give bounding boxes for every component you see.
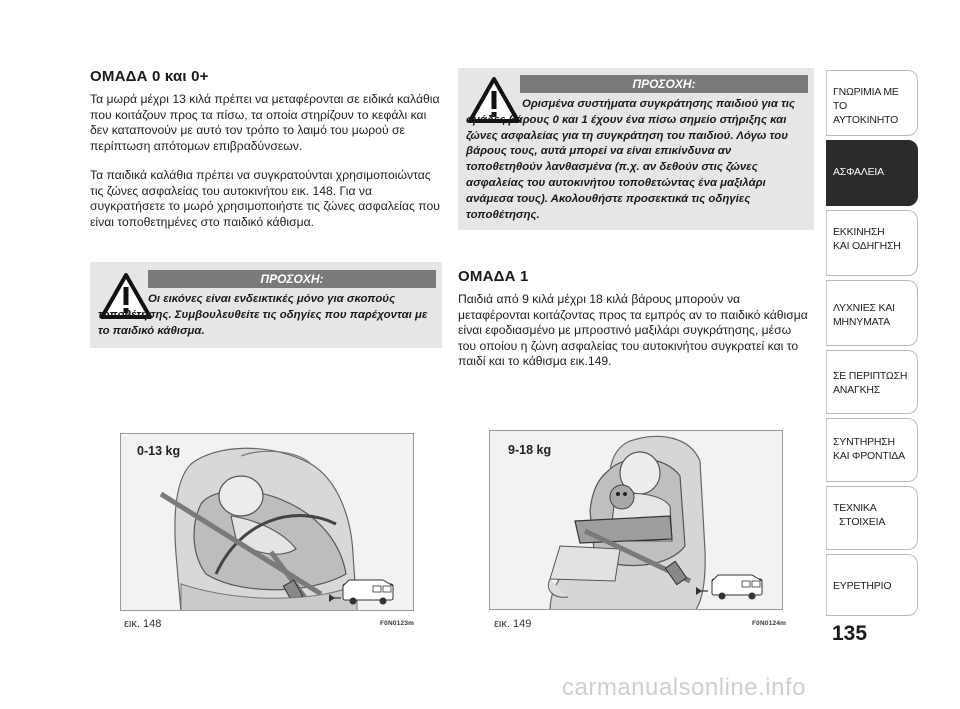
figure-148-code: F0N0123m xyxy=(380,620,415,627)
tab-label-line1: ΛΥΧΝΙΕΣ ΚΑΙ xyxy=(833,302,895,314)
van-icon xyxy=(712,575,762,600)
tab-label-line2: ΣΤΟΙΧΕΙΑ xyxy=(839,516,886,528)
tab-label-line2: ΑΝΑΓΚΗΣ xyxy=(833,384,881,396)
tab-safety[interactable] xyxy=(826,140,918,206)
tab-label-line2: ΜΗΝΥΜΑΤΑ xyxy=(833,316,890,328)
van-icon xyxy=(343,580,393,605)
tab-technical-data[interactable] xyxy=(826,486,918,550)
tab-starting-driving[interactable] xyxy=(826,210,918,276)
warning-header-right: ΠΡΟΣΟΧΗ: xyxy=(520,75,808,93)
figure-149-frame xyxy=(489,430,783,610)
paragraph-group-0-intro: Τα μωρά μέχρι 13 κιλά πρέπει να μεταφέρονται σε ειδικά καλάθια που κοιτάζουν προς τα πίσω, τα οποία στηρίζουν το κεφάλι και δεν καταπονούν με αυτό τον τρόπο το λαιμό του μωρού σε περίπτωση απότομων επιβραδύνσεων. xyxy=(90,92,440,153)
figure-148-frame xyxy=(120,433,414,611)
warning-box-right xyxy=(458,68,814,230)
watermark: carmanualsonline.info xyxy=(562,674,806,701)
tab-index[interactable] xyxy=(826,554,918,616)
figure-149-caption: εικ. 149 xyxy=(494,618,532,630)
figure-148-weight-label: 0-13 kg xyxy=(137,444,181,458)
warning-text-right: Ορισμένα συστήματα συγκράτησης παιδιού για τις ομάδες βάρους 0 και 1 έχουν ένα πίσω σημείο στήριξης και ζώνες ασφαλείας για τη συγκράτηση του παιδιού. Λόγω του βάρους τους, αυτά μπορεί να είναι επικίνδυνα αν τοποθετηθούν λανθασμένα (π.χ. αν δεθούν στις ζώνες ασφαλείας του αυτοκινήτου τοποθετώντας ένα μαξιλάρι ανάμεσα τους). Ακολουθήστε προσεκτικά τις οδηγίες τοποθέτησης. xyxy=(466,98,795,221)
tab-label-line1: ΕΚΚΙΝΗΣΗ xyxy=(833,226,885,238)
tab-lights-messages[interactable] xyxy=(826,280,918,346)
tab-label-line2: ΤΟ ΑΥΤΟΚΙΝΗΤΟ xyxy=(833,100,899,126)
tab-label-line1: ΓΝΩΡΙΜΙΑ ΜΕ xyxy=(833,86,899,98)
figure-149-code: F0N0124m xyxy=(752,620,787,627)
infant-carrier-illustration xyxy=(121,434,414,611)
tab-emergency[interactable] xyxy=(826,350,918,414)
figure-148-caption: εικ. 148 xyxy=(124,618,162,630)
warning-header-left: ΠΡΟΣΟΧΗ: xyxy=(148,270,436,288)
tab-label-line1: ΕΥΡΕΤΗΡΙΟ xyxy=(833,580,892,592)
tab-label-line2: ΚΑΙ ΦΡΟΝΤΙΔΑ xyxy=(833,450,905,462)
figure-149-weight-label: 9-18 kg xyxy=(508,443,552,457)
tab-maintenance[interactable] xyxy=(826,418,918,482)
page-number: 135 xyxy=(832,622,868,645)
tab-label-line1: ΣΥΝΤΗΡΗΣΗ xyxy=(833,436,895,448)
tab-label-line1: ΑΣΦΑΛΕΙΑ xyxy=(833,166,884,178)
warning-box-left xyxy=(90,262,442,348)
tab-label-line2: ΚΑΙ ΟΔΗΓΗΣΗ xyxy=(833,240,901,252)
child-seat-illustration xyxy=(490,431,783,610)
tab-label-line1: ΤΕΧΝΙΚΑ xyxy=(833,502,877,514)
warning-text-left: Οι εικόνες είναι ενδεικτικές μόνο για σκοπούς τοποθέτησης. Συμβουλευθείτε τις οδηγίες που παρέχονται με το παιδικό κάθισμα. xyxy=(98,293,428,337)
tab-getting-to-know[interactable] xyxy=(826,70,918,136)
paragraph-group-0-belts: Τα παιδικά καλάθια πρέπει να συγκρατούνται χρησιμοποιώντας τις ζώνες ασφαλείας του αυτοκινήτου εικ. 148. Για να συγκρατήσετε το μωρό χρησιμοποιήστε τις ζώνες ασφαλείας που είναι τοποθετημένες στο παιδικό κάθισμα. xyxy=(90,168,440,229)
tab-label-line1: ΣΕ ΠΕΡΙΠΤΩΣΗ xyxy=(833,370,908,382)
paragraph-group-1: Παιδιά από 9 κιλά μέχρι 18 κιλά βάρους μπορούν να μεταφέρονται κοιτάζοντας προς τα εμπρός αν το παιδικό κάθισμα είναι εφοδιασμένο με μπροστινό μαξιλάρι συγκράτησης, μέσω του οποίου η ζώνη ασφαλείας του αυτοκινήτου συγκρατεί και το παιδί και το κάθισμα εικ.149. xyxy=(458,292,808,369)
section-title-group-0: ΟΜΑΔΑ 0 και 0+ xyxy=(90,68,209,85)
section-title-group-1: ΟΜΑΔΑ 1 xyxy=(458,268,529,285)
